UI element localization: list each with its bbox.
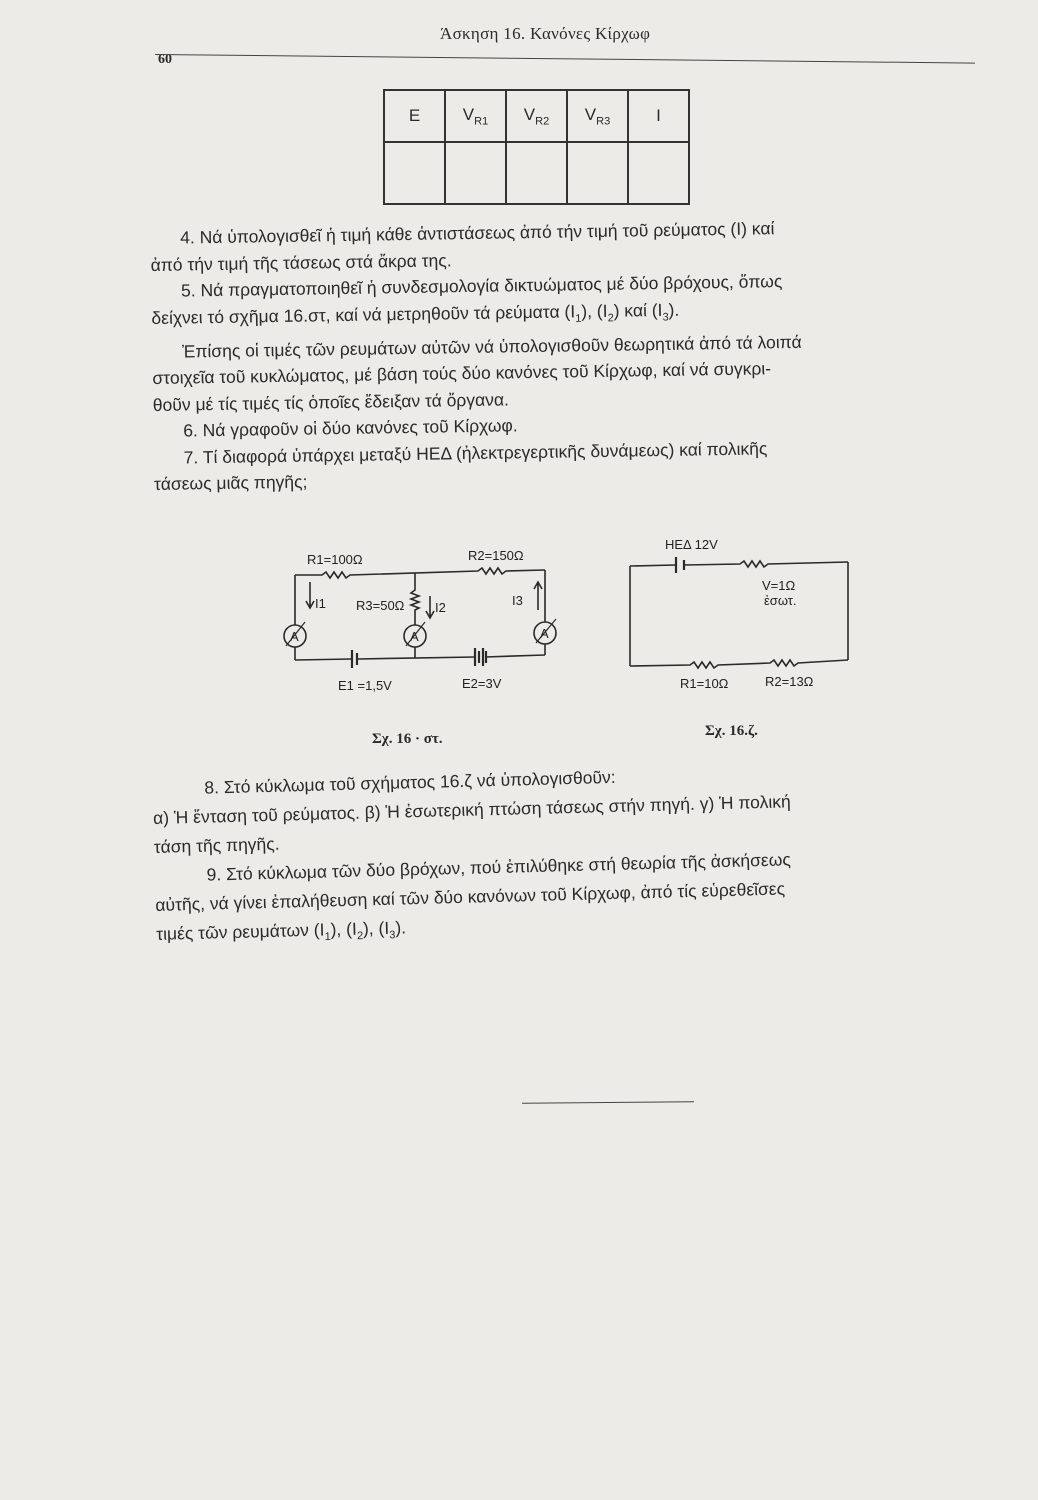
figure-st-arrow-i2 [426, 596, 434, 618]
figure-st-r1-label: R1=100Ω [307, 552, 363, 567]
q9-line3: τιμές τῶν ρευμάτων $(I_1)$, $(I_2)$, $(I_3)$. [155, 917, 407, 944]
table-header-cell-i: I [628, 90, 689, 142]
figure-z-internal-label: ἐσωτ. [764, 593, 797, 608]
table-header-cell-vr2: $V_{R2}$ [506, 90, 567, 142]
figure-st-r3-label: R3=50Ω [356, 598, 405, 613]
figure-z-internal-resistance: V=1Ω [762, 578, 796, 593]
table-header-cell-vr1: $V_{R1}$ [445, 90, 506, 142]
figure-z-top-wire [630, 561, 848, 567]
figure-st-caption: Σχ. 16 · στ. [372, 731, 443, 747]
figure-z-r1-label: R1=10Ω [680, 676, 729, 691]
figure-st-ammeter-label-middle: A [410, 629, 419, 644]
figure-z-battery [676, 557, 684, 573]
figure-st-ammeter-needles [286, 619, 556, 646]
q9-line2: αὐτῆς, νά γίνει ἐπαλήθευση καί τῶν δύο κανόνων τοῦ Κίρχωφ, ἀπό τίς εὑρεθεῖσες [155, 878, 786, 915]
figure-st-e1-label: E1 =1,5V [338, 678, 392, 693]
figure-st-ammeter-label-right: A [540, 626, 549, 641]
figure-st-r2-label: R2=150Ω [468, 548, 524, 563]
figure-st-battery-e1 [352, 650, 357, 668]
questions-bottom [152, 752, 1016, 956]
q5-line2: δείχνει τό σχῆμα 16.στ, καί νά μετρηθοῦν τά ρεύματα $(I_1)$, $(I_2)$ καί $(I_3)$. [151, 299, 680, 328]
figure-st-i1-label: I1 [315, 596, 326, 611]
q4-line1: 4. Νά ὑπολογισθεῖ ἡ τιμή κάθε ἀντιστάσεως ἀπό τήν τιμή τοῦ ρεύματος (I) καί [180, 218, 775, 248]
q6-line: 6. Νά γραφοῦν οἱ δύο κανόνες τοῦ Κίρχωφ. [183, 415, 518, 441]
figure-st-arrow-i1 [306, 582, 314, 608]
q8-line3: τάση τῆς πηγῆς. [153, 833, 280, 857]
figure-16-st [284, 568, 556, 668]
figure-st-i3-label: I3 [512, 593, 523, 608]
q5-line4: στοιχεῖα τοῦ κυκλώματος, μέ βάση τούς δύο κανόνες τοῦ Κίρχωφ, καί νά συγκρι- [152, 358, 772, 388]
page-number: 60 [158, 52, 172, 67]
figure-16-z [630, 557, 848, 668]
figure-st-top-wire [295, 568, 545, 578]
figure-st-ammeter-label-left: A [290, 629, 299, 644]
q5-line1: 5. Νά πραγματοποιηθεῖ ἡ συνδεσμολογία δικτυώματος μέ δύο βρόχους, ὅπως [180, 271, 783, 301]
q8-line2: α) Ἡ ἔνταση τοῦ ρεύματος. β) Ἡ ἐσωτερική πτώση τάσεως στήν πηγή. γ) Ἡ πολική [152, 791, 791, 828]
q5-line5: θοῦν μέ τίς τιμές τίς ὁποῖες ἔδειξαν τά ὄργανα. [152, 388, 510, 415]
figure-st-i2-label: I2 [435, 600, 446, 615]
figure-z-bottom-wire [630, 660, 848, 668]
q8-line1: 8. Στό κύκλωμα τοῦ σχήματος 16.ζ νά ὑπολογισθοῦν: [204, 766, 616, 798]
figure-st-bottom-wire [295, 655, 545, 660]
q5-line3: Ἐπίσης οἱ τιμές τῶν ρευμάτων αὐτῶν νά ὑπολογισθοῦν θεωρητικά ἀπό τά λοιπά [181, 331, 802, 362]
figure-st-arrow-i3 [534, 582, 542, 610]
figure-z-emf-label: ΗΕΔ 12V [665, 537, 718, 552]
q4-line2: ἀπό τήν τιμή τῆς τάσεως στά ἄκρα της. [150, 249, 452, 275]
figure-st-e2-label: E2=3V [462, 676, 502, 691]
figure-st-battery-e2 [475, 648, 486, 666]
q7-line1: 7. Τί διαφορά ὑπάρχει μεταξύ ΗΕΔ (ἠλεκτρεγερτικῆς δυνάμεως) καί πολικῆς [183, 437, 768, 467]
figure-st-middle-branch [411, 573, 419, 658]
running-header-title: Άσκηση 16. Κανόνες Κίρχωφ [440, 24, 651, 43]
q7-line2: τάσεως μιᾶς πηγῆς; [153, 471, 308, 494]
figure-z-caption: Σχ. 16.ζ. [705, 723, 758, 739]
table-header-cell-e: E [384, 90, 445, 142]
table-header-cell-vr3: $V_{R3}$ [567, 90, 628, 142]
figure-z-r2-label: R2=13Ω [765, 674, 814, 689]
q9-line1: 9. Στό κύκλωμα τῶν δύο βρόχων, πού ἐπιλύθηκε στή θεωρία τῆς ἀσκήσεως [206, 849, 792, 885]
